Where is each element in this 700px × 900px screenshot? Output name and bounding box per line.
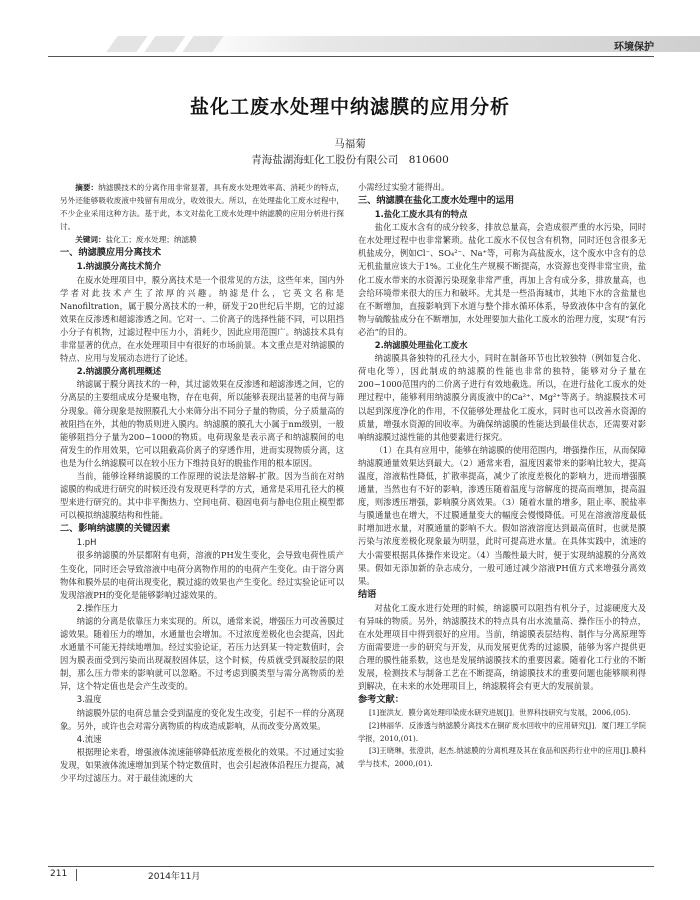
subsection-heading: 2.操作压力 — [76, 602, 119, 613]
paragraph: （1）在具有应用中，能够在纳滤膜的使用范围内，增强操作压，从而保障纳滤膜通量效果达到最大。（2）通常来看，温度因素带来的影响比较大，提高温度，溶液粘性降低，扩散率提高，减少了浓度差极化的影响力，进而增强膜通量，当然也有不好的影响，渗透压随着温度与溶解度的提高而增加，提高温度，则渗透压增强，影响膜分离效果。（3）随着水量的增多，阻止率、脱盐率与膜通量也在增大，不过膜通量变大的幅度会慢慢降低。可见在溶液溶度最低时增加进水量，对膜通量的影响不大。假如溶液溶度达到最高值时，也就是膜污染与浓度差极化现象最为明显，此时可提高进水量。在具体实践中，流速的大小需要根据具体操作来设定。（4）当酸性最大时，便于实现纳滤膜的分离效果。假如无添加新的杂志成分，一般可通过减少溶液PH值方式来增强分离效果。 — [358, 444, 646, 586]
keywords-label: 关键词： — [75, 235, 106, 245]
section-label: 环境保护 — [614, 42, 654, 53]
paragraph: 在废水处理项目中，膜分离技术是一个很常见的方法，这些年来，国内外学者对此技术产生了浓厚的兴趣。纳滤是什么，它英文名称是Nanofiltration，属于膜分离技术的一种，研发于20世纪后半期，它的过滤效果在反渗透和超滤渗透之间。它对一、二价离子的选择性能不同，可以阻挡小分子有机物，过滤过程中压力小，消耗少，因此应用范围广。纳滤技术具有非常显著的优点，在水处理项目中有很好的市场前景。本文重点是对纳滤膜的特点、应用与发展动态进行了论述。 — [60, 274, 344, 364]
subsection-heading: 3.温度 — [76, 694, 102, 705]
footer-rule — [48, 866, 654, 867]
section-heading: 二、影响纳滤膜的关键因素 — [60, 523, 171, 535]
header-band — [0, 36, 700, 52]
abstract-label: 摘要： — [75, 183, 99, 192]
subsection-heading: 1.盐化工废水具有的特点 — [374, 209, 468, 220]
keywords-text: 盐化工；废水处理；纳滤膜 — [105, 235, 197, 245]
author: 马福菊 — [334, 138, 366, 150]
paragraph: 纳滤膜外层的电荷总量会受到温度的变化发生改变，引起不一样的分离现象。另外，或许也会对需分离物质的构成造成影响，从而改变分离效果。 — [60, 707, 344, 731]
paragraph: 当前，能够诠释纳滤膜的工作原理的说法是溶解-扩散。因为当前在对纳滤膜的构成进行研究的时候还没有发现更科学的方式，通常是采用孔径大的模型来进行研究的。其中非平衡热力、空间电荷、稳固电荷与静电位阻止模型都可以模拟纳滤膜结构和性能。 — [60, 470, 344, 521]
paragraph: 盐化工废水含有的成分较多，排放总量高，会造成很严重的水污染，同时在水处理过程中也非常繁琐。盐化工废水不仅包含有机物，同时还包含很多无机盐成分，例如Cl⁻、SO₄²⁻、Na⁺等，可称为高盐废水，这个废水中含有的总无机盐量应该大于1%。工业化生产规模不断提高，水资源也变得非常宝贵，盐化工废水带来的水资源污染现象非常严重，再加上含有成分多，排放量高，也会给环境带来很大的压力和破坏。尤其是一些沿海城市，其地下水的含盐量也在不断增加，直接影响到下水道与整个排水循环体系，导致液体中含有的氯化物与硫酸盐成分在不断增加，水处理要加大盐化工废水的治理力度，实现“有污必治”的目的。 — [358, 222, 646, 337]
reference-item: [1]崔洪友．膜分离处理印染废水研究进展[J]．世界科技研究与发展，2006,(05). — [368, 708, 631, 718]
left-column — [60, 181, 344, 785]
paragraph: 纳滤膜具备独特的孔径大小，同时在制备环节也比较独特（例如复合化、荷电化等），因此制成的纳滤膜的性能也非常的独特，能够对分子量在200~1000范围内的二价离子进行有效地截选。所以，在进行盐化工废水的处理过程中，能够利用纳滤膜分离废液中的Ca²⁺、Mg²⁺等离子。纳滤膜技术可以起到深度净化的作用，不仅能够处理盐化工废水，同时也可以改善水资源的质量，增强水资源的回收率。为确保纳滤膜的性能达到最佳状态，还需要对影响纳滤膜过滤性能的其他要素进行探究。 — [358, 353, 646, 442]
subsection-heading: 4.流速 — [76, 733, 102, 744]
paragraph: 纳滤属于膜分离技术的一种，其过滤效果在反渗透和超滤渗透之间，它的分离层的主要组成成分是聚电物，存在电荷，所以能够表现出显著的电荷与筛分现象。筛分现象是按照膜孔大小来筛分出不同分子量的物质，分子质量高的被阻挡在外，其他的物质则进入膜内。纳滤膜的膜孔大小属于nm级别，一般能够阻挡分子量为200~1000的物质。电荷现象是表示离子和纳滤膜间的电荷发生的作用效果，它可以阻截高价离子的穿透作用，进而实现物质分离，这也是为什么纳滤膜可以在较小压力下维持良好的脱盐作用的根本原因。 — [60, 379, 344, 468]
subsection-heading: 1.纳滤膜分离技术简介 — [76, 261, 162, 272]
footer-separator — [76, 869, 77, 881]
issue-date: 2014年11月 — [148, 872, 201, 882]
subsection-heading: 1.pH — [76, 537, 97, 548]
article-title: 盐化工废水处理中纳滤膜的应用分析 — [189, 96, 510, 118]
keywords — [60, 233, 344, 246]
paragraph: 很多纳滤膜的外层都附有电荷，溶液的PH发生变化，会导致电荷性质产生变化，同时还会导致溶液中电荷分离物作用的的电荷产生变化。由于溶分离物体和膜外层的电荷出现变化，膜过滤的效果也产生变化。经过实验论证可以发现溶液PH的变化是能够影响过滤效果的。 — [60, 550, 344, 600]
section-heading: 结语 — [358, 588, 377, 600]
subsection-heading: 2.纳滤膜分离机理概述 — [76, 366, 162, 377]
paragraph: 根据理论来看，增强液体流速能够降低浓度差极化的效果。不过通过实验发现，如果液体流速增加到某个特定数值时，也会引起液体沿程压力提高，减少平均过滤压力。对于最佳流速的大 — [60, 746, 344, 784]
paragraph: 小需经过实验才能得出。 — [358, 182, 450, 192]
affiliation: 青海盐湖海虹化工股份有限公司 810600 — [251, 154, 449, 166]
section-heading: 三、纳滤膜在盐化工废水处理中的运用 — [358, 195, 515, 207]
paragraph: 对盐化工废水进行处理的时候，纳滤膜可以阻挡有机分子，过滤硬度大及有异味的物质。另外，纳滤膜技术的特点具有出水流量高、操作压小的特点，在水处理项目中得到很好的应用。当前，纳滤膜表层结构、制作与分离原理等方面需要进一步的研究与开发，从而发展更优秀的过滤膜，能够为客户提供更合理的膜性能系数，这也是发展纳滤膜技术的重要因素。随着化工行业的不断发展，检测技术与制备工艺在不断提高，纳滤膜技术的重要问题也能够顺利得到解决，在未来的水处理项目上，纳滤膜将会有更大的发展前景。 — [358, 602, 646, 692]
page-number: 211 — [50, 869, 68, 879]
abstract — [60, 181, 344, 233]
reference-item: [2]林丽华．反渗透与纳滤膜分离技术在铜矿废水回收中的应用研究[J]．厦门理工学院学报，2010,(01). — [358, 721, 646, 743]
subsection-heading: 2.纳滤膜处理盐化工废水 — [374, 340, 468, 351]
abstract-text: 纳滤膜技术的分离作用非常显著，具有废水处理效率高、消耗少的特点，另外还能够吸收废液中残留有用成分，收效很大。所以，在处理盐化工废水过程中，不少企业采用这种方法。基于此，本文对盐化工废水处理中纳滤膜的应用分析进行探讨。 — [60, 183, 345, 232]
references-heading: 参考文献： — [358, 694, 404, 706]
header-rule — [48, 56, 654, 57]
reference-item: [3]王晓琳，张澄洪，赵杰.纳滤膜的分离机理及其在食品和医药行业中的应用[J].膜科学与技术，2000,(01). — [358, 746, 646, 768]
paragraph: 纳滤的分离是依靠压力来实现的。所以，通常来说，增强压力可改善膜过滤效果。随着压力的增加，水通量也会增加。不过浓度差极化也会提高，因此水通量不可能无持续地增加。经过实验论证，若压力达到某一特定数值时，会因为膜表面受到污染而出现凝胶固体层，这个时候，传质就受到凝胶层的限制，那么压力带来的影响就可以忽略。不过考虑到膜类型与需分离物质的差异，这个特定值也是会产生改变的。 — [60, 615, 344, 692]
right-column — [358, 181, 646, 770]
section-heading: 一、纳滤膜应用分离技术 — [60, 247, 162, 259]
